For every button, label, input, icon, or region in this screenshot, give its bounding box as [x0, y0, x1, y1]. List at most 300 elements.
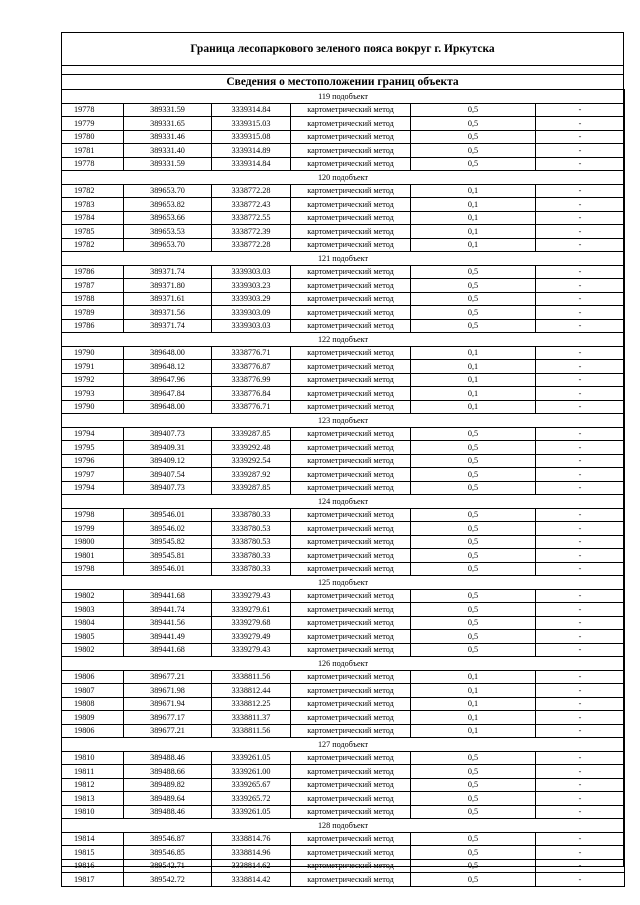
y-coordinate: 3338772.43: [212, 198, 291, 212]
x-coordinate: 389371.56: [124, 306, 212, 320]
method-cell: картометрический метод: [291, 198, 411, 212]
section-header-row: [62, 90, 625, 104]
note-cell: -: [536, 562, 625, 576]
accuracy-cell: 0,1: [411, 360, 536, 374]
table-row: [62, 522, 625, 536]
y-coordinate: 3338811.37: [212, 711, 291, 725]
table-row: [62, 751, 625, 765]
x-coordinate: 389331.59: [124, 103, 212, 117]
accuracy-cell: 0,1: [411, 697, 536, 711]
table-row: [62, 643, 625, 657]
point-number: 19789: [62, 306, 124, 320]
section-label: 127 подобъект: [62, 738, 625, 752]
method-cell: картометрический метод: [291, 468, 411, 482]
point-number: 19793: [62, 387, 124, 401]
point-number: 19804: [62, 616, 124, 630]
point-number: 19787: [62, 279, 124, 293]
method-cell: картометрический метод: [291, 792, 411, 806]
accuracy-cell: 0,5: [411, 765, 536, 779]
accuracy-cell: 0,5: [411, 589, 536, 603]
method-cell: картометрический метод: [291, 238, 411, 252]
table-row: [62, 387, 625, 401]
y-coordinate: 3338812.44: [212, 684, 291, 698]
method-cell: картометрический метод: [291, 117, 411, 131]
method-cell: картометрический метод: [291, 859, 411, 873]
y-coordinate: 3338776.71: [212, 400, 291, 414]
point-number: 19779: [62, 117, 124, 131]
coordinates-table: [61, 89, 625, 887]
x-coordinate: 389489.64: [124, 792, 212, 806]
note-cell: -: [536, 198, 625, 212]
y-coordinate: 3338811.56: [212, 670, 291, 684]
method-cell: картометрический метод: [291, 454, 411, 468]
point-number: 19807: [62, 684, 124, 698]
method-cell: картометрический метод: [291, 589, 411, 603]
point-number: 19797: [62, 468, 124, 482]
table-row: [62, 184, 625, 198]
table-row: [62, 306, 625, 320]
table-subtitle: Сведения о местоположении границ объекта: [226, 76, 459, 88]
method-cell: картометрический метод: [291, 184, 411, 198]
point-number: 19799: [62, 522, 124, 536]
y-coordinate: 3339292.48: [212, 441, 291, 455]
accuracy-cell: 0,5: [411, 481, 536, 495]
x-coordinate: 389441.56: [124, 616, 212, 630]
table-row: [62, 279, 625, 293]
y-coordinate: 3338814.42: [212, 873, 291, 887]
y-coordinate: 3339279.61: [212, 603, 291, 617]
point-number: 19786: [62, 319, 124, 333]
note-cell: -: [536, 225, 625, 239]
method-cell: картометрический метод: [291, 603, 411, 617]
y-coordinate: 3339279.43: [212, 589, 291, 603]
accuracy-cell: 0,5: [411, 468, 536, 482]
method-cell: картометрический метод: [291, 549, 411, 563]
table-row: [62, 468, 625, 482]
x-coordinate: 389407.73: [124, 427, 212, 441]
y-coordinate: 3338814.76: [212, 832, 291, 846]
y-coordinate: 3338772.55: [212, 211, 291, 225]
y-coordinate: 3338814.96: [212, 846, 291, 860]
method-cell: картометрический метод: [291, 508, 411, 522]
table-row: [62, 265, 625, 279]
table-row: [62, 603, 625, 617]
accuracy-cell: 0,5: [411, 643, 536, 657]
x-coordinate: 389331.65: [124, 117, 212, 131]
table-row: [62, 481, 625, 495]
accuracy-cell: 0,5: [411, 157, 536, 171]
accuracy-cell: 0,5: [411, 805, 536, 819]
x-coordinate: 389647.84: [124, 387, 212, 401]
point-number: 19780: [62, 130, 124, 144]
note-cell: -: [536, 346, 625, 360]
accuracy-cell: 0,1: [411, 387, 536, 401]
method-cell: картометрический метод: [291, 225, 411, 239]
point-number: 19800: [62, 535, 124, 549]
point-number: 19810: [62, 805, 124, 819]
accuracy-cell: 0,5: [411, 522, 536, 536]
method-cell: картометрический метод: [291, 279, 411, 293]
note-cell: -: [536, 373, 625, 387]
note-cell: -: [536, 292, 625, 306]
x-coordinate: 389409.12: [124, 454, 212, 468]
y-coordinate: 3338811.56: [212, 724, 291, 738]
method-cell: картометрический метод: [291, 535, 411, 549]
x-coordinate: 389653.53: [124, 225, 212, 239]
table-row: [62, 711, 625, 725]
y-coordinate: 3338776.99: [212, 373, 291, 387]
x-coordinate: 389488.66: [124, 765, 212, 779]
note-cell: -: [536, 387, 625, 401]
y-coordinate: 3338772.28: [212, 184, 291, 198]
table-row: [62, 454, 625, 468]
point-number: 19812: [62, 778, 124, 792]
note-cell: -: [536, 873, 625, 887]
method-cell: картометрический метод: [291, 144, 411, 158]
table-row: [62, 846, 625, 860]
method-cell: картометрический метод: [291, 427, 411, 441]
table-row: [62, 144, 625, 158]
section-label: 125 подобъект: [62, 576, 625, 590]
table-row: [62, 373, 625, 387]
table-row: [62, 400, 625, 414]
point-number: 19796: [62, 454, 124, 468]
note-cell: -: [536, 549, 625, 563]
y-coordinate: 3338776.87: [212, 360, 291, 374]
table-row: [62, 508, 625, 522]
method-cell: картометрический метод: [291, 562, 411, 576]
table-row: [62, 103, 625, 117]
point-number: 19790: [62, 400, 124, 414]
point-number: 19795: [62, 441, 124, 455]
method-cell: картометрический метод: [291, 373, 411, 387]
accuracy-cell: 0,5: [411, 319, 536, 333]
accuracy-cell: 0,5: [411, 279, 536, 293]
y-coordinate: 3339303.23: [212, 279, 291, 293]
note-cell: -: [536, 427, 625, 441]
point-number: 19781: [62, 144, 124, 158]
point-number: 19808: [62, 697, 124, 711]
accuracy-cell: 0,5: [411, 778, 536, 792]
point-number: 19802: [62, 643, 124, 657]
y-coordinate: 3339315.08: [212, 130, 291, 144]
note-cell: -: [536, 846, 625, 860]
accuracy-cell: 0,5: [411, 130, 536, 144]
method-cell: картометрический метод: [291, 400, 411, 414]
y-coordinate: 3338776.71: [212, 346, 291, 360]
table-row: [62, 792, 625, 806]
method-cell: картометрический метод: [291, 157, 411, 171]
note-cell: -: [536, 319, 625, 333]
accuracy-cell: 0,5: [411, 603, 536, 617]
method-cell: картометрический метод: [291, 697, 411, 711]
point-number: 19806: [62, 724, 124, 738]
document-frame: [61, 32, 624, 884]
table-row: [62, 130, 625, 144]
method-cell: картометрический метод: [291, 522, 411, 536]
x-coordinate: 389545.82: [124, 535, 212, 549]
accuracy-cell: 0,5: [411, 846, 536, 860]
method-cell: картометрический метод: [291, 130, 411, 144]
table-row: [62, 832, 625, 846]
method-cell: картометрический метод: [291, 724, 411, 738]
section-label: 121 подобъект: [62, 252, 625, 266]
y-coordinate: 3339314.84: [212, 103, 291, 117]
method-cell: картометрический метод: [291, 616, 411, 630]
x-coordinate: 389677.21: [124, 724, 212, 738]
x-coordinate: 389371.74: [124, 319, 212, 333]
method-cell: картометрический метод: [291, 670, 411, 684]
note-cell: -: [536, 184, 625, 198]
accuracy-cell: 0,5: [411, 306, 536, 320]
y-coordinate: 3339303.03: [212, 319, 291, 333]
table-row: [62, 198, 625, 212]
table-row: [62, 765, 625, 779]
document-title: Граница лесопаркового зеленого пояса вокруг г. Иркутска: [190, 43, 495, 55]
accuracy-cell: 0,1: [411, 211, 536, 225]
note-cell: -: [536, 211, 625, 225]
y-coordinate: 3339279.68: [212, 616, 291, 630]
section-header-row: [62, 657, 625, 671]
note-cell: -: [536, 400, 625, 414]
point-number: 19798: [62, 508, 124, 522]
y-coordinate: 3338772.28: [212, 238, 291, 252]
accuracy-cell: 0,5: [411, 441, 536, 455]
table-row: [62, 292, 625, 306]
note-cell: -: [536, 778, 625, 792]
y-coordinate: 3338776.84: [212, 387, 291, 401]
x-coordinate: 389441.74: [124, 603, 212, 617]
point-number: 19783: [62, 198, 124, 212]
y-coordinate: 3339303.09: [212, 306, 291, 320]
accuracy-cell: 0,5: [411, 751, 536, 765]
point-number: 19792: [62, 373, 124, 387]
point-number: 19782: [62, 184, 124, 198]
x-coordinate: 389647.96: [124, 373, 212, 387]
table-row: [62, 724, 625, 738]
point-number: 19814: [62, 832, 124, 846]
table-row: [62, 549, 625, 563]
method-cell: картометрический метод: [291, 306, 411, 320]
accuracy-cell: 0,5: [411, 873, 536, 887]
table-row: [62, 859, 625, 873]
accuracy-cell: 0,5: [411, 508, 536, 522]
note-cell: -: [536, 144, 625, 158]
accuracy-cell: 0,5: [411, 832, 536, 846]
table-row: [62, 778, 625, 792]
note-cell: -: [536, 616, 625, 630]
accuracy-cell: 0,1: [411, 724, 536, 738]
point-number: 19778: [62, 157, 124, 171]
table-row: [62, 616, 625, 630]
x-coordinate: 389546.01: [124, 562, 212, 576]
note-cell: -: [536, 360, 625, 374]
note-cell: -: [536, 670, 625, 684]
table-row: [62, 562, 625, 576]
section-header-row: [62, 171, 625, 185]
point-number: 19782: [62, 238, 124, 252]
note-cell: -: [536, 630, 625, 644]
point-number: 19784: [62, 211, 124, 225]
y-coordinate: 3338812.25: [212, 697, 291, 711]
note-cell: -: [536, 711, 625, 725]
x-coordinate: 389488.46: [124, 805, 212, 819]
method-cell: картометрический метод: [291, 387, 411, 401]
note-cell: -: [536, 589, 625, 603]
point-number: 19778: [62, 103, 124, 117]
table-row: [62, 441, 625, 455]
x-coordinate: 389653.70: [124, 184, 212, 198]
note-cell: -: [536, 238, 625, 252]
x-coordinate: 389546.85: [124, 846, 212, 860]
method-cell: картометрический метод: [291, 778, 411, 792]
section-header-row: [62, 414, 625, 428]
section-label: 120 подобъект: [62, 171, 625, 185]
method-cell: картометрический метод: [291, 265, 411, 279]
x-coordinate: 389371.74: [124, 265, 212, 279]
accuracy-cell: 0,5: [411, 630, 536, 644]
point-number: 19809: [62, 711, 124, 725]
method-cell: картометрический метод: [291, 630, 411, 644]
y-coordinate: 3339261.05: [212, 805, 291, 819]
point-number: 19801: [62, 549, 124, 563]
note-cell: -: [536, 454, 625, 468]
note-cell: -: [536, 805, 625, 819]
section-label: 128 подобъект: [62, 819, 625, 833]
x-coordinate: 389407.73: [124, 481, 212, 495]
point-number: 19803: [62, 603, 124, 617]
note-cell: -: [536, 441, 625, 455]
point-number: 19810: [62, 751, 124, 765]
x-coordinate: 389546.02: [124, 522, 212, 536]
x-coordinate: 389407.54: [124, 468, 212, 482]
y-coordinate: 3338780.33: [212, 508, 291, 522]
accuracy-cell: 0,1: [411, 400, 536, 414]
note-cell: -: [536, 684, 625, 698]
x-coordinate: 389671.98: [124, 684, 212, 698]
x-coordinate: 389331.46: [124, 130, 212, 144]
accuracy-cell: 0,1: [411, 711, 536, 725]
point-number: 19802: [62, 589, 124, 603]
accuracy-cell: 0,5: [411, 454, 536, 468]
accuracy-cell: 0,5: [411, 549, 536, 563]
y-coordinate: 3339261.05: [212, 751, 291, 765]
point-number: 19794: [62, 427, 124, 441]
method-cell: картометрический метод: [291, 805, 411, 819]
accuracy-cell: 0,5: [411, 103, 536, 117]
note-cell: -: [536, 468, 625, 482]
note-cell: -: [536, 508, 625, 522]
note-cell: -: [536, 603, 625, 617]
table-row: [62, 360, 625, 374]
table-row: [62, 225, 625, 239]
table-row: [62, 117, 625, 131]
method-cell: картометрический метод: [291, 751, 411, 765]
accuracy-cell: 0,5: [411, 265, 536, 279]
x-coordinate: 389488.46: [124, 751, 212, 765]
x-coordinate: 389542.71: [124, 859, 212, 873]
table-row: [62, 157, 625, 171]
point-number: 19816: [62, 859, 124, 873]
y-coordinate: 3339314.84: [212, 157, 291, 171]
table-row: [62, 630, 625, 644]
note-cell: -: [536, 765, 625, 779]
y-coordinate: 3339303.03: [212, 265, 291, 279]
x-coordinate: 389648.00: [124, 400, 212, 414]
y-coordinate: 3339314.89: [212, 144, 291, 158]
section-label: 122 подобъект: [62, 333, 625, 347]
y-coordinate: 3339292.54: [212, 454, 291, 468]
section-header-row: [62, 819, 625, 833]
point-number: 19805: [62, 630, 124, 644]
x-coordinate: 389653.82: [124, 198, 212, 212]
note-cell: -: [536, 859, 625, 873]
note-cell: -: [536, 103, 625, 117]
accuracy-cell: 0,1: [411, 198, 536, 212]
section-header-row: [62, 738, 625, 752]
section-header-row: [62, 495, 625, 509]
accuracy-cell: 0,1: [411, 346, 536, 360]
section-header-row: [62, 333, 625, 347]
x-coordinate: 389653.70: [124, 238, 212, 252]
point-number: 19813: [62, 792, 124, 806]
section-label: 119 подобъект: [62, 90, 625, 104]
section-header-row: [62, 576, 625, 590]
x-coordinate: 389441.68: [124, 643, 212, 657]
section-label: 126 подобъект: [62, 657, 625, 671]
method-cell: картометрический метод: [291, 103, 411, 117]
section-label: 124 подобъект: [62, 495, 625, 509]
note-cell: -: [536, 697, 625, 711]
section-label: 123 подобъект: [62, 414, 625, 428]
table-row: [62, 535, 625, 549]
method-cell: картометрический метод: [291, 643, 411, 657]
method-cell: картометрический метод: [291, 360, 411, 374]
note-cell: -: [536, 265, 625, 279]
point-number: 19817: [62, 873, 124, 887]
y-coordinate: 3339261.00: [212, 765, 291, 779]
method-cell: картометрический метод: [291, 481, 411, 495]
y-coordinate: 3338780.33: [212, 562, 291, 576]
accuracy-cell: 0,5: [411, 535, 536, 549]
accuracy-cell: 0,5: [411, 616, 536, 630]
note-cell: -: [536, 832, 625, 846]
x-coordinate: 389677.17: [124, 711, 212, 725]
table-row: [62, 684, 625, 698]
method-cell: картометрический метод: [291, 346, 411, 360]
note-cell: -: [536, 279, 625, 293]
x-coordinate: 389409.31: [124, 441, 212, 455]
table-row: [62, 211, 625, 225]
note-cell: -: [536, 130, 625, 144]
y-coordinate: 3339279.43: [212, 643, 291, 657]
table-row: [62, 346, 625, 360]
point-number: 19791: [62, 360, 124, 374]
y-coordinate: 3339279.49: [212, 630, 291, 644]
note-cell: -: [536, 792, 625, 806]
note-cell: -: [536, 535, 625, 549]
accuracy-cell: 0,5: [411, 144, 536, 158]
x-coordinate: 389331.59: [124, 157, 212, 171]
y-coordinate: 3339287.85: [212, 427, 291, 441]
accuracy-cell: 0,1: [411, 184, 536, 198]
method-cell: картометрический метод: [291, 441, 411, 455]
point-number: 19786: [62, 265, 124, 279]
accuracy-cell: 0,1: [411, 225, 536, 239]
accuracy-cell: 0,1: [411, 238, 536, 252]
note-cell: -: [536, 643, 625, 657]
x-coordinate: 389489.82: [124, 778, 212, 792]
